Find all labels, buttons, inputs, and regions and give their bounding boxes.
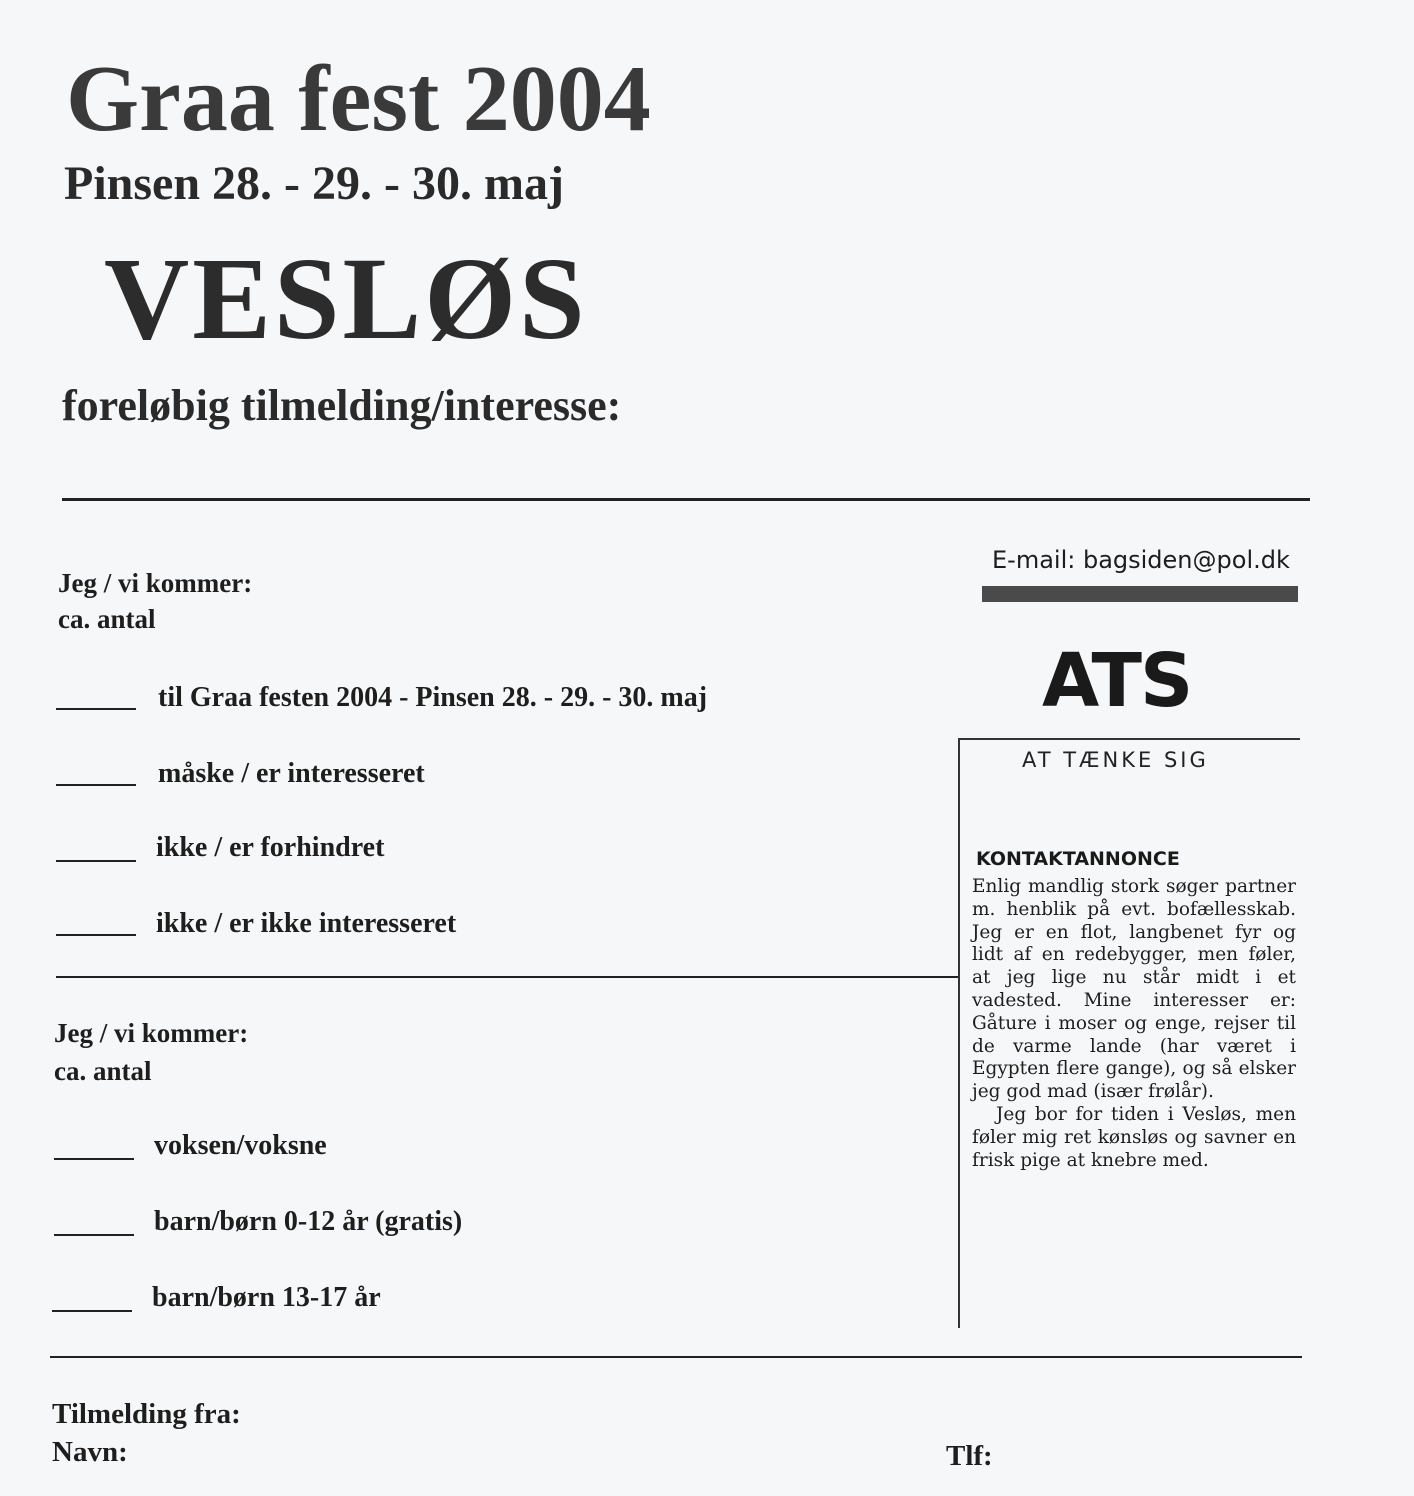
count-field-children-13-17[interactable] xyxy=(52,1310,132,1312)
section1-subheading: ca. antal xyxy=(58,604,156,634)
section1-heading: Jeg / vi kommer: xyxy=(58,568,253,598)
count-field-prevented[interactable] xyxy=(56,860,136,862)
ad-heading: KONTAKTANNONCE xyxy=(976,848,1180,870)
ats-logo: ATS xyxy=(1042,638,1192,724)
option-children-13-17: barn/børn 13-17 år xyxy=(152,1282,381,1313)
event-dates: Pinsen 28. - 29. - 30. maj xyxy=(64,157,564,210)
name-label: Navn: xyxy=(52,1436,128,1468)
ad-paragraph: Enlig mandlig stork søger partner m. henblik på evt. bofællesskab. Jeg er en flot, langbenet fyr og lidt af en redebygger, men føler, at jeg lige nu står midt i et vadested. Mine interesser er: Gåture i moser og enge, rejser til de varme lande (har været i Egypten flere gange), og så elsker jeg god mad (især frølår). xyxy=(972,876,1296,1103)
count-field-not-interested[interactable] xyxy=(56,934,136,936)
divider-bottom xyxy=(50,1356,1302,1358)
option-attending: til Graa festen 2004 - Pinsen 28. - 29. - 30. maj xyxy=(158,682,708,713)
option-children-0-12: barn/børn 0-12 år (gratis) xyxy=(154,1206,463,1237)
option-not-interested: ikke / er ikke interesseret xyxy=(156,908,457,939)
clipping-bar xyxy=(982,586,1298,602)
divider-top xyxy=(62,498,1310,501)
count-field-adults[interactable] xyxy=(54,1158,134,1160)
count-field-children-0-12[interactable] xyxy=(54,1234,134,1236)
count-field-maybe[interactable] xyxy=(56,784,136,786)
page-title: Graa fest 2004 xyxy=(66,47,651,151)
ad-body xyxy=(972,876,1296,1172)
event-place: VESLØS xyxy=(104,233,588,364)
phone-label: Tlf: xyxy=(946,1440,993,1472)
option-adults: voksen/voksne xyxy=(154,1130,327,1161)
divider-middle xyxy=(56,976,958,978)
section2-subheading: ca. antal xyxy=(54,1056,152,1086)
option-maybe: måske / er interesseret xyxy=(158,758,425,789)
registration-from-label: Tilmelding fra: xyxy=(52,1398,241,1430)
option-prevented: ikke / er forhindret xyxy=(156,832,385,863)
ats-tagline: AT TÆNKE SIG xyxy=(1022,748,1209,772)
section2-heading: Jeg / vi kommer: xyxy=(54,1018,249,1048)
ad-paragraph: Jeg bor for tiden i Vesløs, men føler mig ret kønsløs og savner en frisk pige at knebre med. xyxy=(972,1103,1296,1171)
form-heading: foreløbig tilmelding/interesse: xyxy=(62,381,622,430)
clipping-email: E-mail: bagsiden@pol.dk xyxy=(992,546,1290,574)
count-field-attending[interactable] xyxy=(56,708,136,710)
